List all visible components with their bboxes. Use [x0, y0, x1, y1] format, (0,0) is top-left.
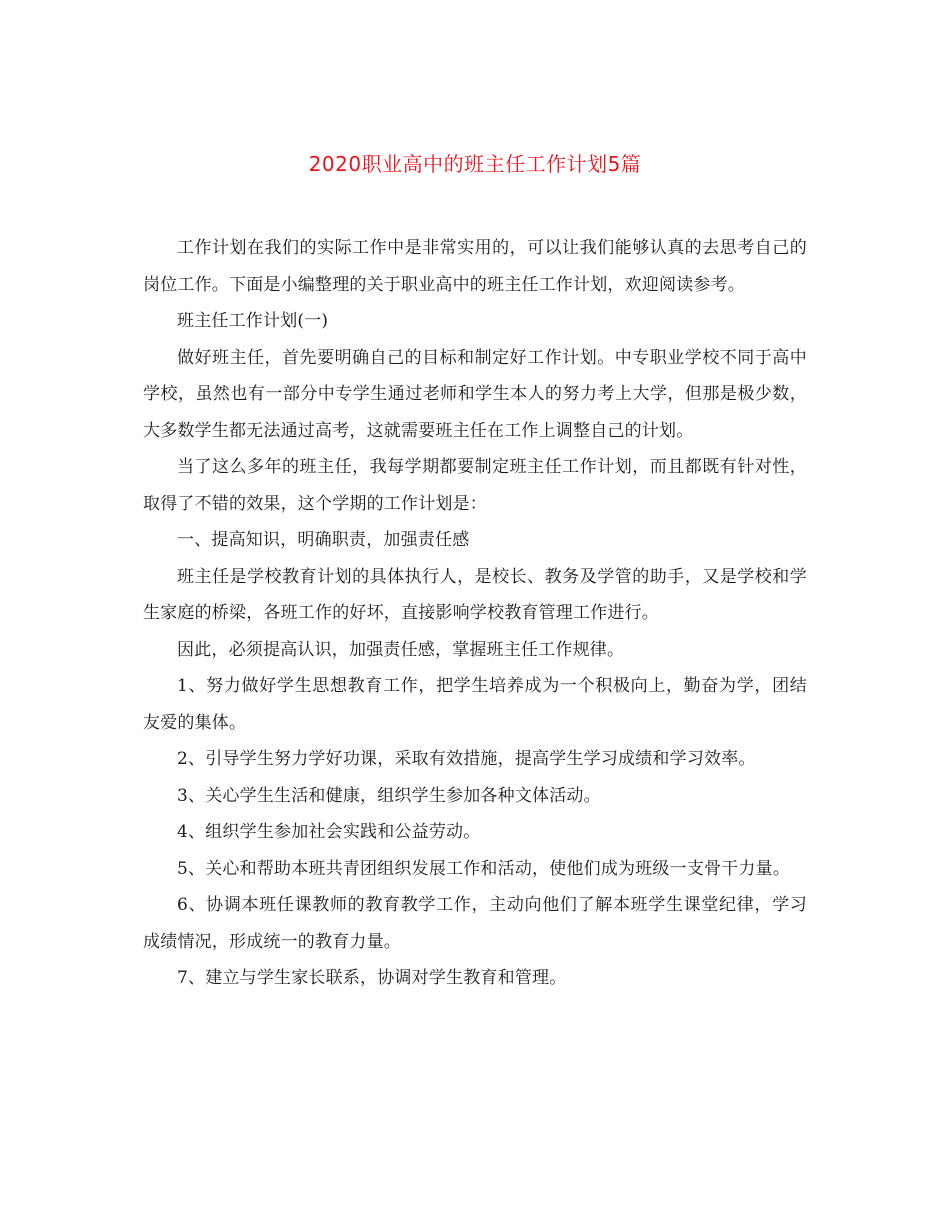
- paragraph: 当了这么多年的班主任，我每学期都要制定班主任工作计划，而且都既有针对性，取得了不错的效果，这个学期的工作计划是：: [143, 457, 807, 514]
- paragraph: 班主任是学校教育计划的具体执行人，是校长、教务及学管的助手，又是学校和学生家庭的桥梁，各班工作的好坏，直接影响学校教育管理工作进行。: [143, 566, 807, 623]
- list-item: 7、建立与学生家长联系，协调对学生教育和管理。: [177, 968, 567, 988]
- list-item: 4、组织学生参加社会实践和公益劳动。: [177, 822, 481, 842]
- list-item: 2、引导学生努力学好功课，采取有效措施，提高学生学习成绩和学习效率。: [177, 749, 756, 769]
- paragraph-intro: 工作计划在我们的实际工作中是非常实用的，可以让我们能够认真的去思考自己的岗位工作。下面是小编整理的关于职业高中的班主任工作计划，欢迎阅读参考。: [143, 238, 807, 295]
- list-item: 5、关心和帮助本班共青团组织发展工作和活动，使他们成为班级一支骨干力量。: [177, 858, 791, 879]
- paragraph: 因此，必须提高认识，加强责任感，掌握班主任工作规律。: [177, 639, 625, 660]
- document-body: [143, 230, 807, 997]
- list-item: 6、协调本班任课教师的教育教学工作，主动向他们了解本班学生课堂纪律，学习成绩情况，形成统一的教育力量。: [143, 895, 807, 952]
- list-item: 1、努力做好学生思想教育工作，把学生培养成为一个积极向上，勤奋为学，团结友爱的集体。: [143, 676, 807, 733]
- paragraph: 做好班主任，首先要明确自己的目标和制定好工作计划。中专职业学校不同于高中学校，虽然也有一部分中专学生通过老师和学生本人的努力考上大学，但那是极少数，大多数学生都无法通过高考，这就需要班主任在工作上调整自己的计划。: [143, 347, 807, 441]
- section-heading: 班主任工作计划(一): [177, 311, 329, 331]
- document-title: 2020职业高中的班主任工作计划5篇: [308, 152, 642, 176]
- list-item: 3、关心学生生活和健康，组织学生参加各种文体活动。: [177, 785, 601, 806]
- subsection-heading: 一、提高知识，明确职责，加强责任感: [177, 530, 470, 550]
